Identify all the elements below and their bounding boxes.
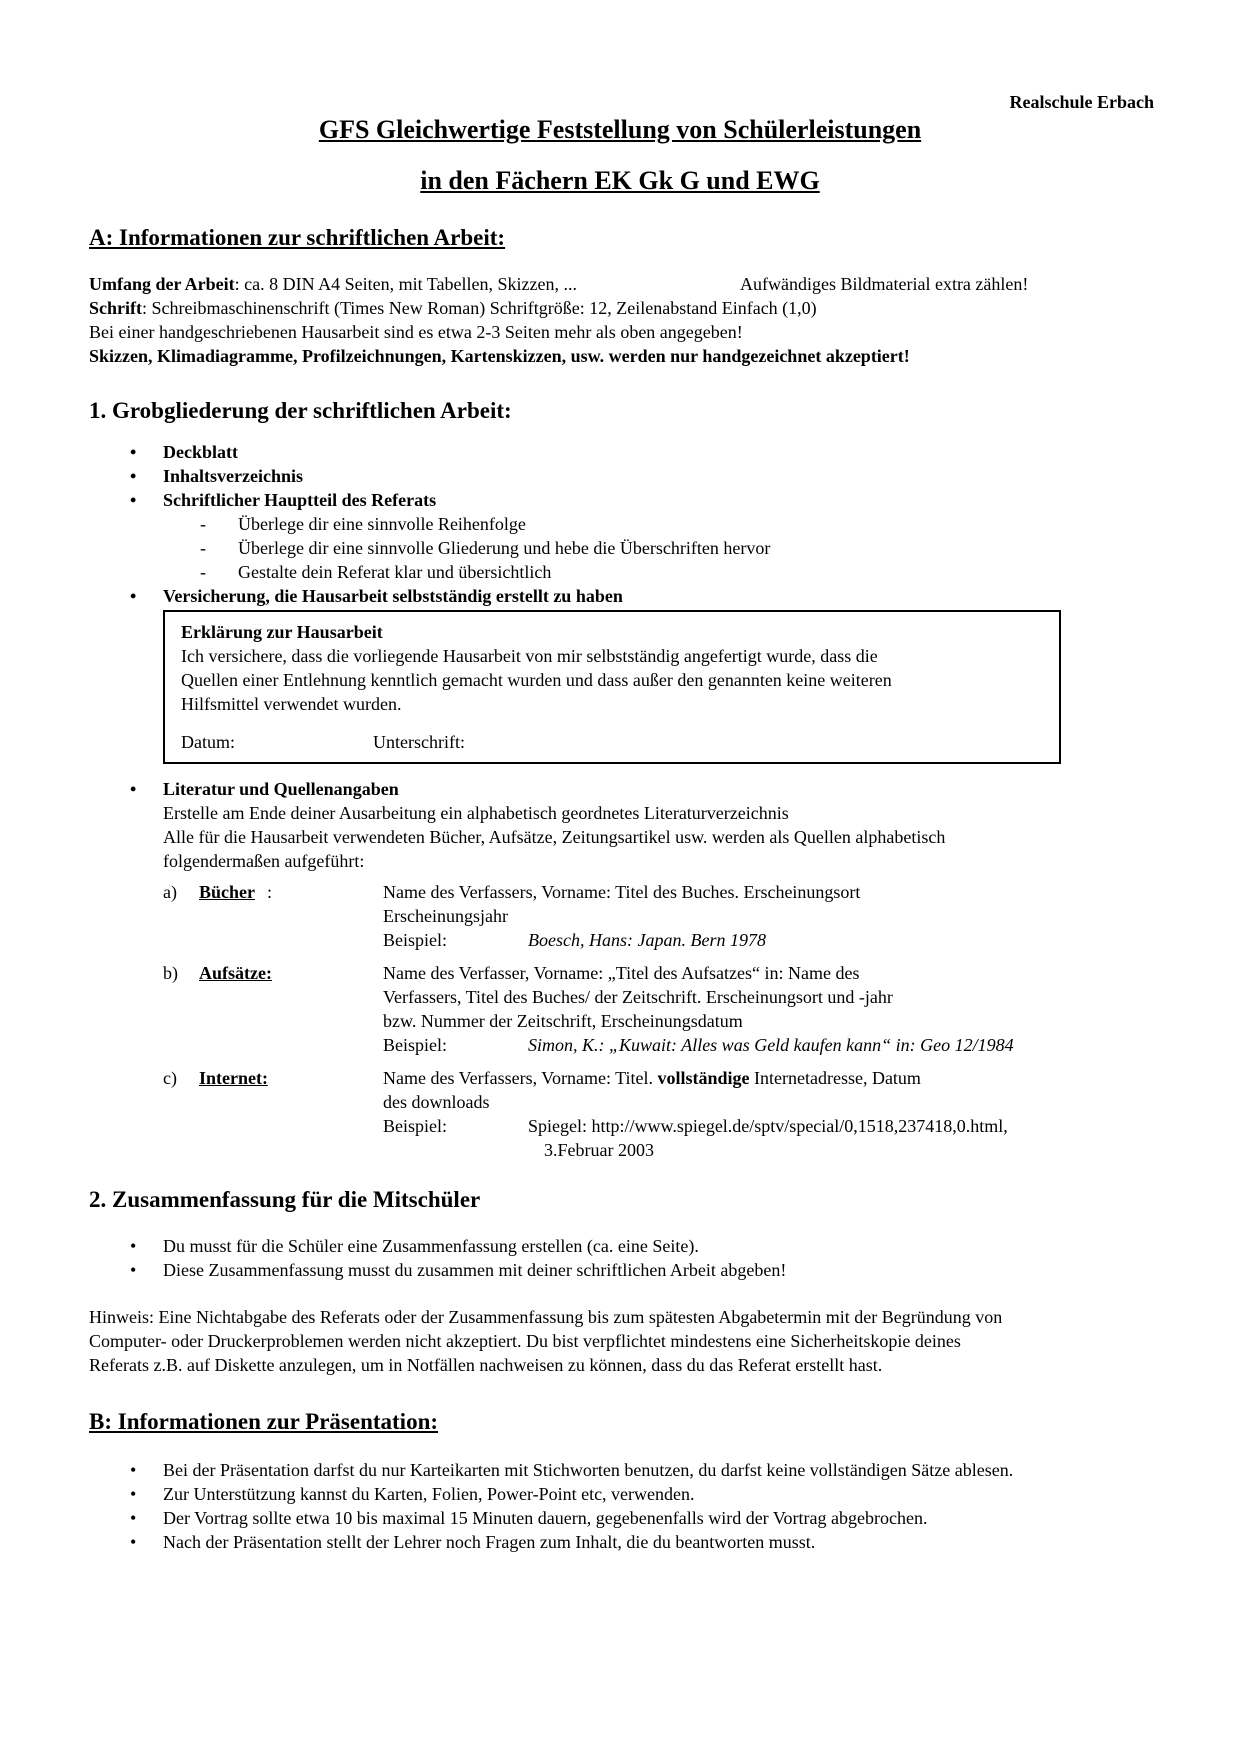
section-b-heading: B: Informationen zur Präsentation:	[89, 1409, 439, 1434]
hand-line: Bei einer handgeschriebenen Hausarbeit sind es etwa 2-3 Seiten mehr als oben angegeben!	[89, 322, 743, 342]
list-item: • Der Vortrag sollte etwa 10 bis maximal 15 Minuten dauern, gegebenenfalls wird der Vortrag abgebrochen.	[130, 1508, 928, 1528]
list-item: • Zur Unterstützung kannst du Karten, Folien, Power-Point etc, verwenden.	[130, 1484, 695, 1504]
citation-articles: b) Aufsätze: Name des Verfasser, Vorname: „Titel des Aufsatzes“ in: Name des Verfassers, Titel des Buches/ der Zeitschrift. Erscheinungsort und -jahr bzw. Nummer der Zeitschrift, Erscheinungsdatum Beispiel: Simon, K.: „Kuwait: Alles was Geld kaufen kann“ in: Geo 12/1984	[163, 963, 1014, 1055]
citation-internet: c) Internet: Name des Verfassers, Vorname: Titel. vollständige Internetadresse, Datum des downloads Beispiel: Spiegel: http://www.spiegel.de/sptv/special/0,1518,237418,0.html, 3.Februar 2003	[163, 1068, 1008, 1160]
section-a-info	[89, 272, 1169, 368]
list-item: • Du musst für die Schüler eine Zusammenfassung erstellen (ca. eine Seite).	[130, 1236, 699, 1256]
list-item: • Deckblatt	[130, 442, 238, 462]
document-subtitle: in den Fächern EK Gk G und EWG	[420, 166, 820, 195]
declaration-text: Quellen einer Entlehnung kenntlich gemacht wurden und dass außer den genannten keine weiteren	[181, 670, 892, 690]
unterschrift-label: Unterschrift:	[373, 732, 465, 752]
signature-line	[181, 730, 1051, 754]
umfang-line	[89, 272, 1169, 296]
document-title: GFS Gleichwertige Feststellung von Schülerleistungen	[318, 115, 922, 144]
sub-list-item: - Gestalte dein Referat klar und übersichtlich	[200, 562, 552, 582]
list-item: • Inhaltsverzeichnis	[130, 466, 304, 486]
citation-books: a) Bücher : Name des Verfassers, Vorname: Titel des Buches. Erscheinungsort Erscheinungsjahr Beispiel: Boesch, Hans: Japan. Bern 1978	[163, 882, 861, 950]
literature-intro	[0, 777, 1240, 873]
schrift-label: Schrift	[89, 298, 142, 318]
schrift-text: : Schreibmaschinenschrift (Times New Roman) Schriftgröße: 12, Zeilenabstand Einfach (1,0)	[142, 298, 817, 318]
declaration-box	[163, 610, 1061, 764]
summary-list	[0, 1234, 1240, 1282]
declaration-text: Hilfsmittel verwendet wurden.	[181, 694, 402, 714]
umfang-label: Umfang der Arbeit	[89, 274, 235, 294]
school-name: Realschule Erbach	[1009, 92, 1154, 112]
umfang-extra: Aufwändiges Bildmaterial extra zählen!	[740, 274, 1029, 294]
declaration-title: Erklärung zur Hausarbeit	[181, 622, 383, 642]
list-item: • Versicherung, die Hausarbeit selbstständig erstellt zu haben	[130, 586, 623, 606]
list-item: • Schriftlicher Hauptteil des Referats	[130, 490, 437, 510]
umfang-text: : ca. 8 DIN A4 Seiten, mit Tabellen, Skizzen, ...	[234, 274, 577, 294]
literature-text: folgendermaßen aufgeführt:	[163, 851, 365, 871]
outline-list	[0, 440, 1240, 608]
hinweis-paragraph: Hinweis: Eine Nichtabgabe des Referats oder der Zusammenfassung bis zum spätesten Abgabetermin mit der Begründung von Computer- oder Druckerproblemen werden nicht akzeptiert. Du bist verpflichtet mindestens eine Sicherheitskopie deines Referats z.B. auf Diskette anzulegen, um in Notfällen nachweisen zu können, dass du das Referat erstellt hast.	[89, 1307, 1003, 1375]
list-item: • Bei der Präsentation darfst du nur Karteikarten mit Stichworten benutzen, du darfst keine vollständigen Sätze ablesen.	[130, 1460, 1014, 1480]
schrift-line	[89, 296, 1169, 320]
sub-list-item: - Überlege dir eine sinnvolle Gliederung und hebe die Überschriften hervor	[200, 538, 771, 558]
list-item: • Nach der Präsentation stellt der Lehrer noch Fragen zum Inhalt, die du beantworten musst.	[130, 1532, 816, 1552]
literature-text: Erstelle am Ende deiner Ausarbeitung ein alphabetisch geordnetes Literaturverzeichnis	[163, 803, 789, 823]
skizzen-line: Skizzen, Klimadiagramme, Profilzeichnungen, Kartenskizzen, usw. werden nur handgezeichnet akzeptiert!	[89, 346, 910, 366]
declaration-text: Ich versichere, dass die vorliegende Hausarbeit von mir selbstständig angefertigt wurde, dass die	[181, 646, 878, 666]
section-1-heading: 1. Grobgliederung der schriftlichen Arbeit:	[89, 398, 512, 423]
list-item: • Literatur und Quellenangaben	[130, 779, 399, 799]
section-a-heading: A: Informationen zur schriftlichen Arbeit:	[89, 225, 506, 250]
literature-text: Alle für die Hausarbeit verwendeten Bücher, Aufsätze, Zeitungsartikel usw. werden als Quellen alphabetisch	[163, 827, 946, 847]
datum-label: Datum:	[181, 732, 235, 752]
sub-list-item: - Überlege dir eine sinnvolle Reihenfolge	[200, 514, 526, 534]
list-item: • Diese Zusammenfassung musst du zusammen mit deiner schriftlichen Arbeit abgeben!	[130, 1260, 787, 1280]
presentation-list	[0, 1458, 1240, 1554]
section-2-heading: 2. Zusammenfassung für die Mitschüler	[89, 1187, 481, 1212]
